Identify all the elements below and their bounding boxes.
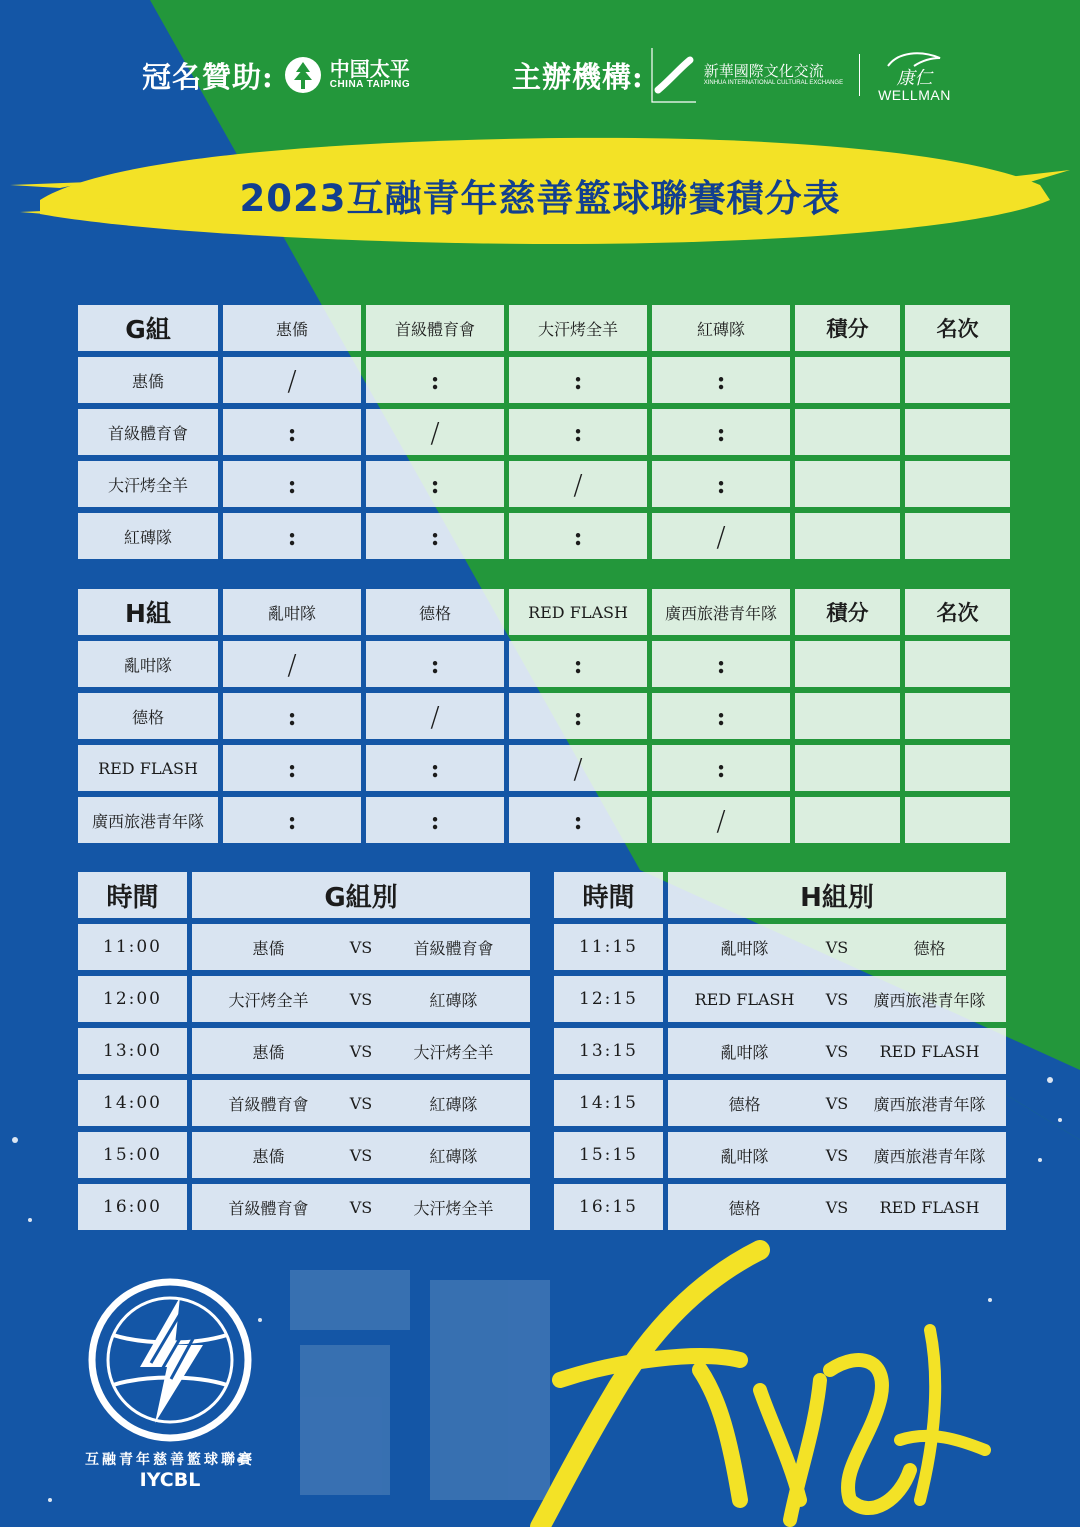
points-cell: [795, 641, 900, 687]
basketball-lightning-icon: [85, 1275, 255, 1445]
organizer-label: 主辦機構:: [512, 59, 644, 94]
match-time: 13:15: [554, 1028, 663, 1074]
score-cell: /: [223, 357, 361, 403]
sponsor-block: [142, 40, 410, 110]
vs-label: VS: [825, 1041, 849, 1061]
rank-cell: [905, 797, 1010, 843]
match-time: 12:00: [78, 976, 187, 1022]
rank-cell: [905, 461, 1010, 507]
away-team: 廣西旅港青年隊: [873, 1146, 986, 1166]
column-header-team: 亂咁隊: [223, 589, 361, 635]
match-time: 16:00: [78, 1184, 187, 1230]
sponsor-name-zh: 中国太平: [329, 57, 410, 82]
away-team: 廣西旅港青年隊: [873, 990, 986, 1010]
score-cell: :: [223, 513, 361, 559]
league-name: 互融青年慈善籃球聯賽: [85, 1452, 255, 1468]
score-cell: :: [652, 693, 790, 739]
group-h-standings: [78, 589, 1010, 843]
score-cell: /: [366, 409, 504, 455]
match-time: 13:00: [78, 1028, 187, 1074]
vs-label: VS: [349, 989, 373, 1009]
match-time: 16:15: [554, 1184, 663, 1230]
sponsor-name-en: CHINA TAIPING: [329, 79, 411, 91]
match-time: 12:15: [554, 976, 663, 1022]
china-taiping-icon: [284, 56, 322, 94]
match-time: 11:15: [554, 924, 663, 970]
points-cell: [795, 513, 900, 559]
away-team: RED FLASH: [879, 1041, 980, 1061]
score-cell: /: [509, 745, 647, 791]
column-header-points: 積分: [795, 305, 900, 351]
points-cell: [795, 409, 900, 455]
vs-label: VS: [825, 937, 849, 957]
column-header-team: 惠僑: [223, 305, 361, 351]
column-header-rank: 名次: [905, 305, 1010, 351]
column-header-team: 德格: [366, 589, 504, 635]
sponsor-label: 冠名贊助:: [142, 59, 274, 94]
home-team: 惠僑: [252, 938, 285, 958]
match-time: 15:15: [554, 1132, 663, 1178]
row-header-team: 首級體育會: [78, 409, 218, 455]
partner-name-en: WELLMAN: [878, 87, 951, 103]
match-row: [668, 1184, 1006, 1230]
home-team: 亂咁隊: [720, 1146, 769, 1166]
row-header-team: 廣西旅港青年隊: [78, 797, 218, 843]
score-cell: :: [652, 745, 790, 791]
score-cell: :: [509, 357, 647, 403]
score-cell: /: [223, 641, 361, 687]
group-h-schedule: [554, 872, 1006, 1230]
header-divider: [859, 54, 860, 96]
vs-label: VS: [349, 1197, 373, 1217]
column-header-team: 大汗烤全羊: [509, 305, 647, 351]
home-team: 首級體育會: [228, 1094, 309, 1114]
match-row: [192, 1028, 530, 1074]
group-h-label: H組: [78, 589, 218, 635]
partner-name-zh: 康仁: [896, 68, 933, 89]
row-header-team: 惠僑: [78, 357, 218, 403]
home-team: 德格: [728, 1094, 761, 1114]
score-cell: :: [652, 461, 790, 507]
home-team: 惠僑: [252, 1042, 285, 1062]
score-cell: :: [223, 693, 361, 739]
match-row: [192, 1080, 530, 1126]
group-g-schedule: [78, 872, 530, 1230]
leopard-icon: [884, 48, 944, 70]
home-team: RED FLASH: [694, 989, 795, 1009]
group-g-standings: [78, 305, 1010, 559]
match-row: [192, 976, 530, 1022]
vs-label: VS: [349, 1145, 373, 1165]
score-cell: :: [366, 461, 504, 507]
match-row: [192, 1132, 530, 1178]
rank-cell: [905, 513, 1010, 559]
score-cell: :: [223, 461, 361, 507]
score-cell: :: [509, 693, 647, 739]
score-cell: :: [223, 797, 361, 843]
score-cell: /: [366, 693, 504, 739]
score-cell: :: [652, 409, 790, 455]
match-row: [192, 1184, 530, 1230]
home-team: 德格: [728, 1198, 761, 1218]
match-time: 14:00: [78, 1080, 187, 1126]
group-header: H組別: [668, 872, 1006, 918]
match-row: [668, 1080, 1006, 1126]
xinhua-logo: [650, 46, 843, 104]
organizer-name-zh: 新華國際文化交流: [703, 62, 824, 81]
home-team: 亂咁隊: [720, 1042, 769, 1062]
vs-label: VS: [825, 1197, 849, 1217]
column-header-team: RED FLASH: [509, 589, 647, 635]
vs-label: VS: [825, 989, 849, 1009]
score-cell: /: [652, 797, 790, 843]
score-cell: :: [223, 409, 361, 455]
points-cell: [795, 357, 900, 403]
away-team: 紅磚隊: [429, 1146, 478, 1166]
time-header: 時間: [78, 872, 187, 918]
score-cell: :: [509, 797, 647, 843]
group-header: G組別: [192, 872, 530, 918]
away-team: 大汗烤全羊: [413, 1042, 494, 1062]
away-team: 廣西旅港青年隊: [873, 1094, 986, 1114]
row-header-team: 亂咁隊: [78, 641, 218, 687]
organizer-block: [512, 40, 951, 110]
score-cell: :: [366, 641, 504, 687]
away-team: 德格: [913, 938, 946, 958]
vs-label: VS: [349, 1093, 373, 1113]
points-cell: [795, 745, 900, 791]
rank-cell: [905, 693, 1010, 739]
column-header-points: 積分: [795, 589, 900, 635]
column-header-team: 首級體育會: [366, 305, 504, 351]
points-cell: [795, 693, 900, 739]
score-cell: :: [366, 745, 504, 791]
match-row: [668, 1132, 1006, 1178]
home-team: 大汗烤全羊: [228, 990, 309, 1010]
rank-cell: [905, 745, 1010, 791]
row-header-team: 德格: [78, 693, 218, 739]
vs-label: VS: [825, 1145, 849, 1165]
away-team: 大汗烤全羊: [413, 1198, 494, 1218]
score-cell: /: [509, 461, 647, 507]
match-time: 15:00: [78, 1132, 187, 1178]
score-cell: :: [652, 641, 790, 687]
china-taiping-logo: [284, 56, 410, 94]
away-team: 紅磚隊: [429, 1094, 478, 1114]
row-header-team: 紅磚隊: [78, 513, 218, 559]
xinhua-brush-icon: [650, 46, 698, 104]
vs-label: VS: [349, 937, 373, 957]
vs-label: VS: [349, 1041, 373, 1061]
row-header-team: RED FLASH: [78, 745, 218, 791]
rank-cell: [905, 641, 1010, 687]
wellman-logo: [878, 48, 951, 102]
league-logo: [70, 1275, 270, 1491]
score-cell: :: [223, 745, 361, 791]
match-row: [668, 924, 1006, 970]
column-header-team: 廣西旅港青年隊: [652, 589, 790, 635]
score-cell: /: [652, 513, 790, 559]
match-time: 14:15: [554, 1080, 663, 1126]
match-time: 11:00: [78, 924, 187, 970]
row-header-team: 大汗烤全羊: [78, 461, 218, 507]
score-cell: :: [509, 409, 647, 455]
points-cell: [795, 797, 900, 843]
page-title: 2023互融青年慈善籃球聯賽積分表: [239, 177, 841, 220]
away-team: 紅磚隊: [429, 990, 478, 1010]
vs-label: VS: [825, 1093, 849, 1113]
league-abbr: IYCBL: [139, 1469, 201, 1491]
score-cell: :: [366, 513, 504, 559]
score-cell: :: [509, 513, 647, 559]
home-team: 惠僑: [252, 1146, 285, 1166]
time-header: 時間: [554, 872, 663, 918]
score-cell: :: [652, 357, 790, 403]
rank-cell: [905, 409, 1010, 455]
organizer-name-en: XINHUA INTERNATIONAL CULTURAL EXCHANGE: [703, 80, 844, 87]
score-cell: :: [366, 357, 504, 403]
rank-cell: [905, 357, 1010, 403]
away-team: 首級體育會: [413, 938, 494, 958]
match-row: [668, 976, 1006, 1022]
column-header-rank: 名次: [905, 589, 1010, 635]
match-row: [192, 924, 530, 970]
points-cell: [795, 461, 900, 507]
column-header-team: 紅磚隊: [652, 305, 790, 351]
group-g-label: G組: [78, 305, 218, 351]
away-team: RED FLASH: [879, 1197, 980, 1217]
home-team: 亂咁隊: [720, 938, 769, 958]
score-cell: :: [366, 797, 504, 843]
score-cell: :: [509, 641, 647, 687]
match-row: [668, 1028, 1006, 1074]
home-team: 首級體育會: [228, 1198, 309, 1218]
